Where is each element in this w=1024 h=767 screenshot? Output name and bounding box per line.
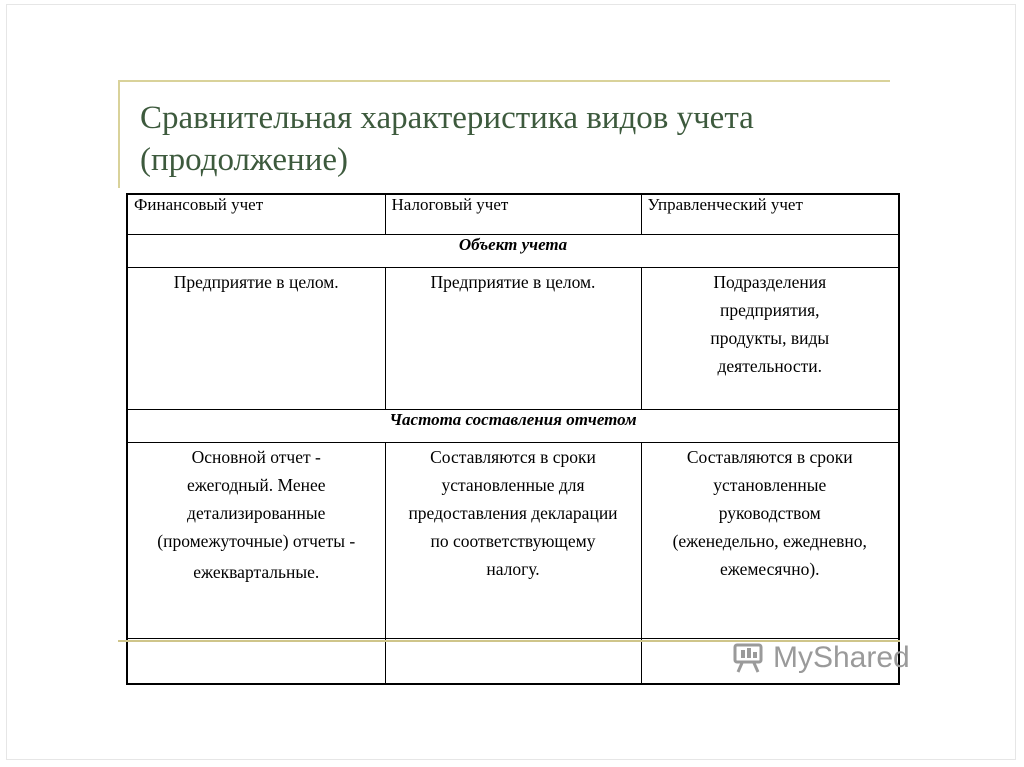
comparison-table: [126, 193, 900, 685]
header-row: [127, 194, 899, 234]
title-rule-left: [118, 80, 120, 188]
header-management: Управленческий учет: [641, 194, 899, 234]
cell-frequency-financial-main: Основной отчет - ежегодный. Менее детализированные (промежуточные) отчеты -: [157, 446, 356, 551]
cell-frequency-tax: Составляются в сроки установленные для предоставления декларации по соответствующему налогу.: [385, 442, 641, 638]
header-tax: Налоговый учет: [385, 194, 641, 234]
watermark: [733, 640, 910, 676]
watermark-text: MyShared: [773, 641, 910, 674]
cell-frequency-financial: [127, 442, 385, 638]
title-line-2: (продолжение): [140, 142, 348, 178]
section-row-object: [127, 234, 899, 267]
cell-frequency-management: Составляются в сроки установленные руководством (еженедельно, ежедневно, ежемесячно).: [641, 442, 899, 638]
empty-cell: [385, 638, 641, 684]
cell-object-financial: Предприятие в целом.: [127, 267, 385, 409]
table-row: [127, 267, 899, 409]
empty-cell: [127, 638, 385, 684]
section-title-frequency: Частота составления отчетом: [127, 409, 899, 442]
cell-frequency-financial-last: ежеквартальные.: [193, 561, 320, 582]
myshared-logo-icon: [733, 642, 767, 674]
section-row-frequency: [127, 409, 899, 442]
table-row: [127, 442, 899, 638]
slide-title: [140, 97, 880, 181]
cell-object-management: Подразделения предприятия, продукты, виды деятельности.: [641, 267, 899, 409]
title-rule-top: [118, 80, 890, 82]
section-title-object: Объект учета: [127, 234, 899, 267]
title-line-1: Сравнительная характеристика видов учета: [140, 100, 754, 136]
cell-object-tax: Предприятие в целом.: [385, 267, 641, 409]
header-financial: Финансовый учет: [127, 194, 385, 234]
